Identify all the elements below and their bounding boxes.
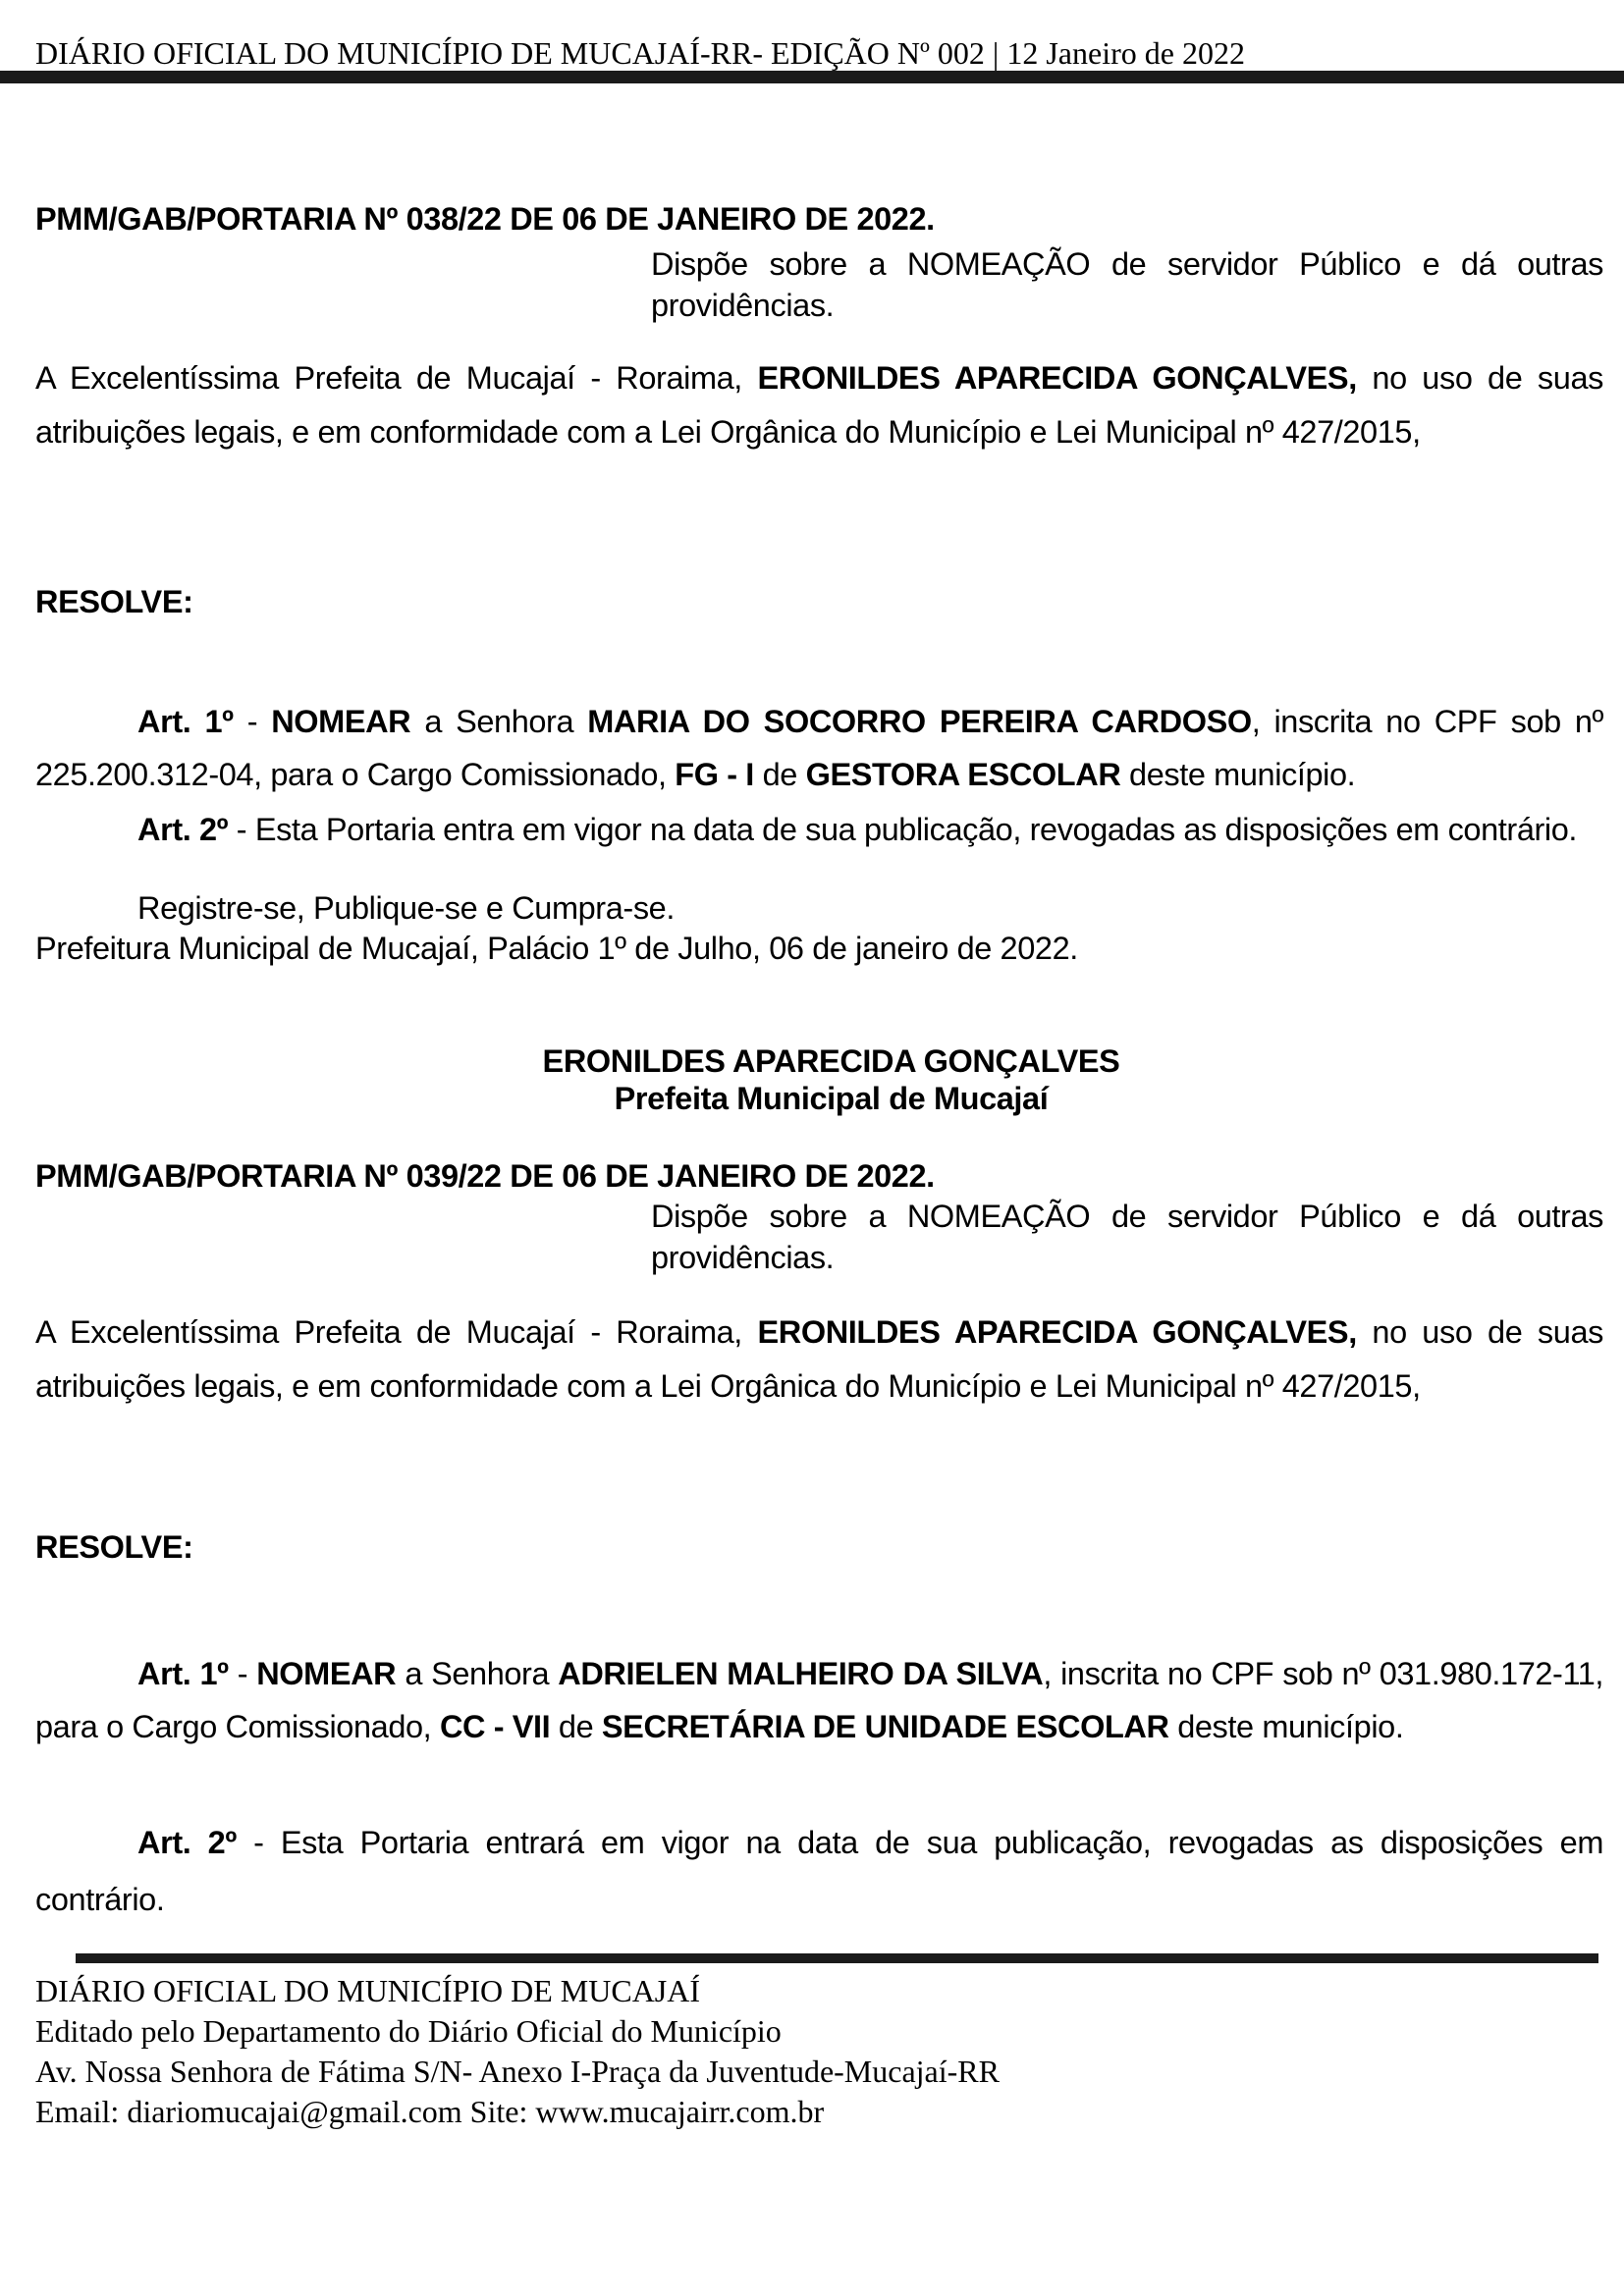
portaria-038-resolve-heading: RESOLVE: — [35, 584, 193, 619]
portaria-038-preamble: A Excelentíssima Prefeita de Mucajaí - Roraima, ERONILDES APARECIDA GONÇALVES, no uso de suas atribuições legais, e em conformidade com a Lei Orgânica do Município e Lei Municipal nº 427/2015, — [35, 360, 1603, 450]
footer-address: Av. Nossa Senhora de Fátima S/N- Anexo I-Praça da Juventude-Mucajaí-RR — [35, 2054, 1000, 2089]
portaria-038-article-2: Art. 2º - Esta Portaria entra em vigor na data de sua publicação, revogadas as disposições em contrário. — [137, 812, 1578, 847]
portaria-039-article-2: Art. 2º - Esta Portaria entrará em vigor na data de sua publicação, revogadas as disposições em contrário. — [35, 1825, 1603, 1917]
portaria-039-title: PMM/GAB/PORTARIA Nº 039/22 DE 06 DE JANEIRO DE 2022. — [35, 1158, 935, 1194]
portaria-039-preamble: A Excelentíssima Prefeita de Mucajaí - Roraima, ERONILDES APARECIDA GONÇALVES, no uso de suas atribuições legais, e em conformidade com a Lei Orgânica do Município e Lei Municipal nº 427/2015, — [35, 1314, 1603, 1404]
signature-role: Prefeita Municipal de Mucajaí — [614, 1081, 1049, 1116]
footer-contact: Email: diariomucajai@gmail.com Site: www.mucajairr.com.br — [35, 2094, 825, 2129]
footer-rule — [76, 1953, 1598, 1963]
portaria-038-article-1: Art. 1º - NOMEAR a Senhora MARIA DO SOCORRO PEREIRA CARDOSO, inscrita no CPF sob nº 225.200.312-04, para o Cargo Comissionado, FG - I de GESTORA ESCOLAR deste município. — [35, 704, 1604, 792]
portaria-039-resolve-heading: RESOLVE: — [35, 1529, 193, 1565]
portaria-039-article-1: Art. 1º - NOMEAR a Senhora ADRIELEN MALHEIRO DA SILVA, inscrita no CPF sob nº 031.980.172-11, para o Cargo Comissionado, CC - VII de SECRETÁRIA DE UNIDADE ESCOLAR deste município. — [35, 1656, 1604, 1744]
footer-title: DIÁRIO OFICIAL DO MUNICÍPIO DE MUCAJAÍ — [35, 1973, 701, 2008]
masthead-rule — [0, 71, 1624, 83]
signature-name: ERONILDES APARECIDA GONÇALVES — [542, 1043, 1120, 1079]
portaria-038-ementa: Dispõe sobre a NOMEAÇÃO de servidor Público e dá outras providências. — [651, 246, 1603, 323]
closing-place-date: Prefeitura Municipal de Mucajaí, Palácio 1º de Julho, 06 de janeiro de 2022. — [35, 931, 1078, 966]
footer-editor: Editado pelo Departamento do Diário Oficial do Município — [35, 2013, 782, 2049]
portaria-038-title: PMM/GAB/PORTARIA Nº 038/22 DE 06 DE JANEIRO DE 2022. — [35, 201, 935, 237]
portaria-039-ementa: Dispõe sobre a NOMEAÇÃO de servidor Público e dá outras providências. — [651, 1199, 1603, 1275]
footer-block — [35, 1971, 1000, 2132]
masthead-title: DIÁRIO OFICIAL DO MUNICÍPIO DE MUCAJAÍ-RR- EDIÇÃO Nº 002 | 12 Janeiro de 2022 — [35, 35, 1245, 71]
closing-registre: Registre-se, Publique-se e Cumpra-se. — [137, 890, 675, 926]
